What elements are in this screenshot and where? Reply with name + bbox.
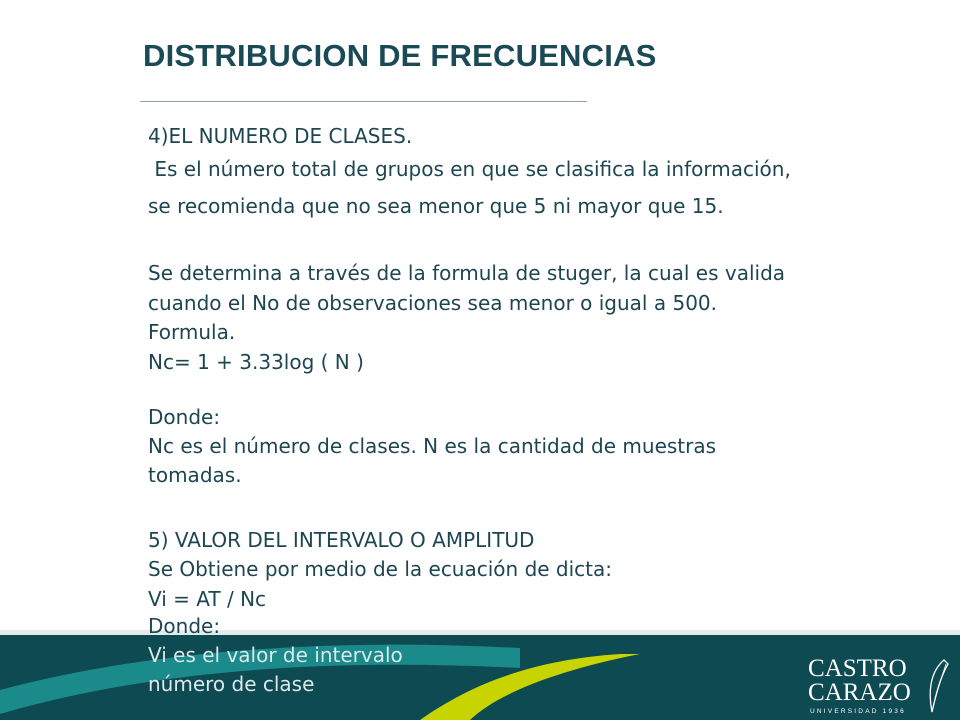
title-divider xyxy=(140,101,587,102)
text-line-formula: Nc= 1 + 3.33log ( N ) xyxy=(148,350,364,374)
text-line-nc-definition: Nc es el número de clases. N es la cantidad de muestras xyxy=(148,434,717,458)
university-logo xyxy=(808,656,954,716)
text-line-recommendation: se recomienda que no sea menor que 5 ni mayor que 15. xyxy=(148,194,724,218)
text-line-heading-clases: 4)EL NUMERO DE CLASES. xyxy=(148,124,413,148)
text-line-heading-intervalo: 5) VALOR DEL INTERVALO O AMPLITUD xyxy=(148,528,535,552)
logo-sub-text: UNIVERSIDAD xyxy=(810,708,879,715)
logo-line-2: CARAZO xyxy=(808,679,911,706)
slide-title: DISTRIBUCION DE FRECUENCIAS xyxy=(143,38,657,73)
logo-line-1: CASTRO xyxy=(808,655,907,682)
logo-year: 1936 xyxy=(882,708,906,715)
feather-icon xyxy=(924,658,950,714)
text-line-donde-1: Donde: xyxy=(148,405,221,429)
text-line-tomadas: tomadas. xyxy=(148,463,242,487)
text-line-numero-clase: número de clase xyxy=(148,672,315,696)
text-line-donde-2: Donde: xyxy=(148,614,221,638)
text-line-definition: Es el número total de grupos en que se clasifica la información, xyxy=(148,157,791,181)
text-line-observations: cuando el No de observaciones sea menor o igual a 500. xyxy=(148,291,717,315)
text-line-stuger: Se determina a través de la formula de stuger, la cual es valida xyxy=(148,261,786,285)
text-line-formula-label: Formula. xyxy=(148,320,236,344)
text-line-vi-formula: Vi = AT / Nc xyxy=(148,587,267,611)
text-line-vi-definition: Vi es el valor de intervalo xyxy=(148,643,403,667)
text-line-ecuacion: Se Obtiene por medio de la ecuación de dicta: xyxy=(148,557,613,581)
logo-subtitle xyxy=(810,708,906,715)
